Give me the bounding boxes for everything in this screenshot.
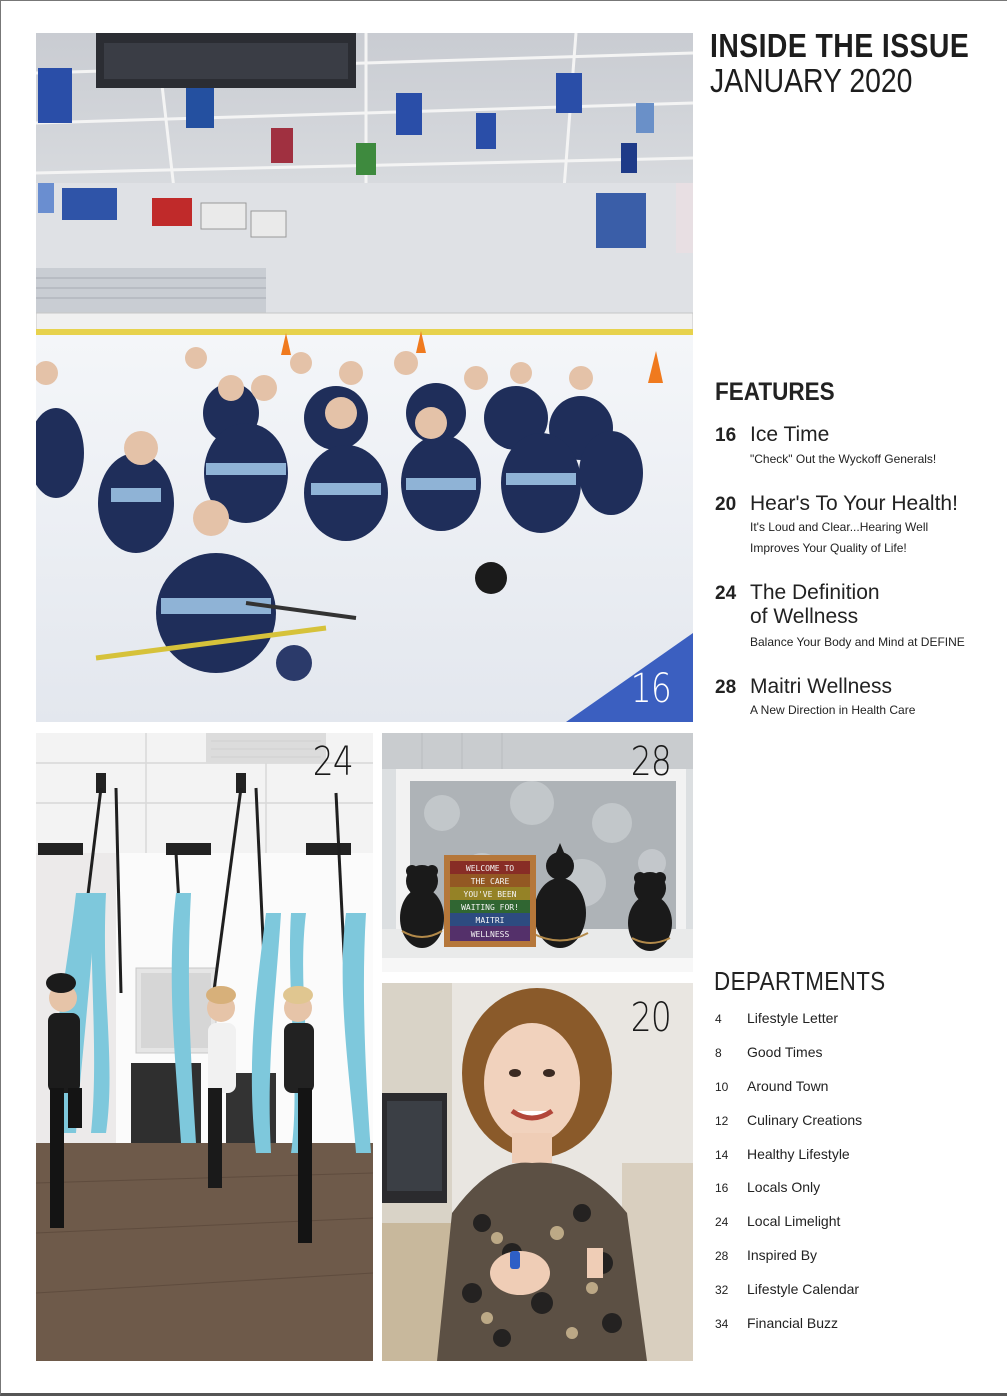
department-page-number: 24: [715, 1215, 729, 1230]
department-item[interactable]: [715, 1213, 985, 1247]
department-label: Lifestyle Letter: [747, 1010, 839, 1026]
department-label: Financial Buzz: [747, 1315, 839, 1332]
department-page-number: 32: [715, 1283, 729, 1298]
issue-title-block: [710, 28, 1008, 98]
department-item[interactable]: [715, 1247, 985, 1281]
issue-date: JANUARY 2020: [710, 62, 913, 99]
page-number-20: 20: [630, 995, 671, 1041]
feature-page-number: 16: [715, 425, 737, 446]
department-item[interactable]: [715, 1315, 985, 1349]
feature-title-line-2: of Wellness: [750, 605, 859, 628]
feature-title: Hear's To Your Health!: [750, 492, 958, 515]
hockey-team-photo: [36, 33, 693, 722]
sign-line-2: THE CARE: [470, 877, 510, 886]
department-label: Locals Only: [747, 1179, 821, 1196]
department-page-number: 16: [715, 1181, 729, 1196]
feature-description-line-1: It's Loud and Clear...Hearing Well: [750, 520, 929, 534]
audiologist-photo: [382, 983, 693, 1361]
department-item[interactable]: [715, 1112, 985, 1146]
sign-line-3: YOU'VE BEEN: [463, 890, 517, 899]
feature-description: "Check" Out the Wyckoff Generals!: [750, 452, 937, 466]
department-item[interactable]: [715, 1146, 985, 1180]
departments-list: [715, 1010, 985, 1349]
department-item[interactable]: [715, 1010, 985, 1044]
department-page-number: 28: [715, 1249, 729, 1264]
hockey-photo-art: [36, 33, 693, 722]
department-label: Lifestyle Calendar: [747, 1281, 860, 1298]
feature-title-line-1: The Definition: [750, 581, 880, 604]
feature-item-20[interactable]: [715, 494, 995, 564]
department-item[interactable]: [715, 1044, 985, 1078]
welcome-sign-photo: [382, 733, 693, 972]
feature-page-number: 28: [715, 677, 737, 698]
department-label: Local Limelight: [747, 1213, 841, 1230]
feature-title: Ice Time: [750, 423, 830, 446]
departments-heading: DEPARTMENTS: [714, 966, 886, 996]
features-heading: FEATURES: [715, 378, 835, 406]
department-page-number: 12: [715, 1113, 729, 1128]
sign-line-1: WELCOME TO: [465, 864, 515, 873]
feature-item-28[interactable]: [715, 677, 995, 722]
department-page-number: 8: [715, 1045, 722, 1060]
feature-page-number: 20: [715, 494, 737, 515]
department-page-number: 4: [715, 1012, 722, 1026]
department-page-number: 34: [715, 1317, 729, 1332]
feature-title: Maitri Wellness: [750, 675, 892, 698]
aerial-yoga-photo: [36, 733, 373, 1361]
feature-description: Balance Your Body and Mind at DEFINE: [750, 635, 965, 649]
department-label: Inspired By: [747, 1247, 818, 1264]
department-page-number: 14: [715, 1147, 729, 1162]
department-page-number: 10: [715, 1079, 729, 1094]
feature-item-16[interactable]: [715, 425, 995, 475]
department-item[interactable]: [715, 1078, 985, 1112]
sign-line-5: MAITRI: [475, 916, 505, 925]
feature-page-number: 24: [715, 583, 737, 604]
aerial-yoga-photo-art: [36, 733, 373, 1361]
department-label: Culinary Creations: [747, 1111, 863, 1128]
department-item[interactable]: [715, 1179, 985, 1213]
department-label: Around Town: [747, 1077, 829, 1094]
department-label: Good Times: [747, 1043, 823, 1060]
page-number-24: 24: [312, 739, 353, 785]
department-label: Healthy Lifestyle: [747, 1145, 850, 1162]
issue-title: INSIDE THE ISSUE: [710, 27, 970, 64]
feature-description: A New Direction in Health Care: [750, 703, 916, 717]
feature-item-24[interactable]: [715, 583, 995, 653]
feature-description-line-2: Improves Your Quality of Life!: [750, 541, 907, 555]
page-number-16: 16: [630, 666, 671, 712]
page-number-28: 28: [630, 739, 671, 785]
department-item[interactable]: [715, 1281, 985, 1315]
sign-line-4: WAITING FOR!: [461, 903, 519, 912]
sign-line-6: WELLNESS: [470, 930, 510, 939]
